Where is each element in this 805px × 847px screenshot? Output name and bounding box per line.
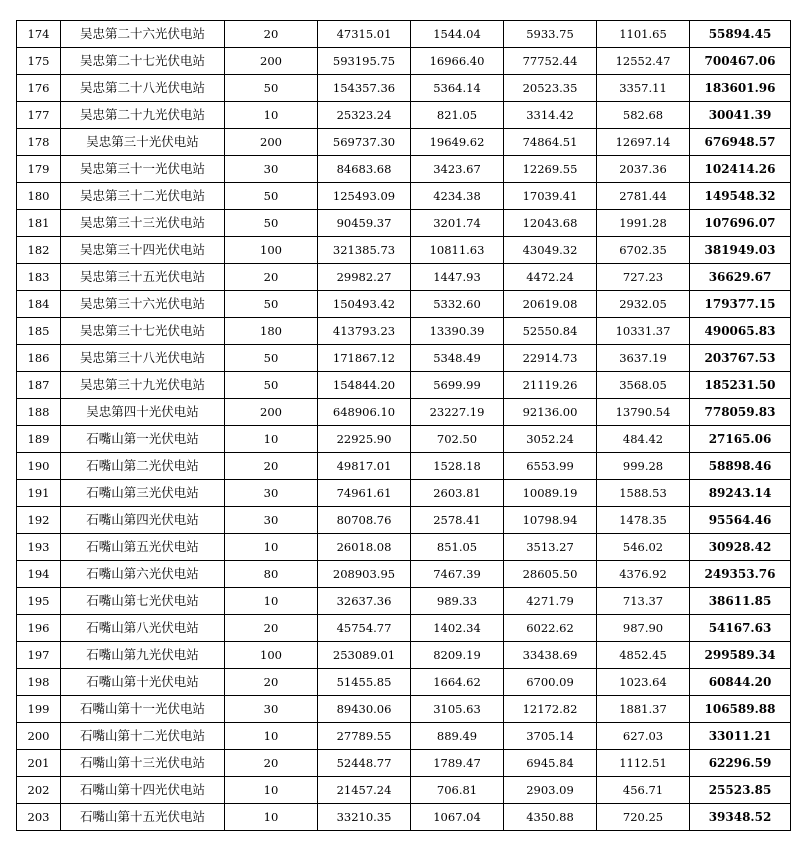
capacity-cell: 100: [225, 237, 318, 264]
station-name-cell: 吴忠第三十九光伏电站: [61, 372, 225, 399]
value-3-cell: 10798.94: [504, 507, 597, 534]
row-index-cell: 203: [17, 804, 61, 831]
value-1-cell: 84683.68: [318, 156, 411, 183]
table-body: [17, 21, 791, 831]
value-4-cell: 456.71: [597, 777, 690, 804]
value-1-cell: 125493.09: [318, 183, 411, 210]
value-1-cell: 208903.95: [318, 561, 411, 588]
table-row: [17, 345, 791, 372]
row-index-cell: 186: [17, 345, 61, 372]
capacity-cell: 50: [225, 183, 318, 210]
row-index-cell: 189: [17, 426, 61, 453]
value-3-cell: 22914.73: [504, 345, 597, 372]
row-index-cell: 184: [17, 291, 61, 318]
total-cell: 33011.21: [690, 723, 791, 750]
value-2-cell: 16966.40: [411, 48, 504, 75]
total-cell: 179377.15: [690, 291, 791, 318]
capacity-cell: 10: [225, 777, 318, 804]
value-4-cell: 4852.45: [597, 642, 690, 669]
table-row: [17, 453, 791, 480]
value-2-cell: 5348.49: [411, 345, 504, 372]
table-row: [17, 237, 791, 264]
value-4-cell: 484.42: [597, 426, 690, 453]
value-4-cell: 1991.28: [597, 210, 690, 237]
value-1-cell: 413793.23: [318, 318, 411, 345]
value-2-cell: 13390.39: [411, 318, 504, 345]
value-2-cell: 1528.18: [411, 453, 504, 480]
row-index-cell: 202: [17, 777, 61, 804]
value-4-cell: 3357.11: [597, 75, 690, 102]
table-row: [17, 696, 791, 723]
value-4-cell: 3637.19: [597, 345, 690, 372]
table-row: [17, 480, 791, 507]
total-cell: 700467.06: [690, 48, 791, 75]
value-4-cell: 999.28: [597, 453, 690, 480]
value-1-cell: 47315.01: [318, 21, 411, 48]
capacity-cell: 10: [225, 588, 318, 615]
capacity-cell: 30: [225, 507, 318, 534]
capacity-cell: 20: [225, 615, 318, 642]
row-index-cell: 175: [17, 48, 61, 75]
value-2-cell: 702.50: [411, 426, 504, 453]
total-cell: 30041.39: [690, 102, 791, 129]
value-2-cell: 1789.47: [411, 750, 504, 777]
value-4-cell: 2932.05: [597, 291, 690, 318]
row-index-cell: 174: [17, 21, 61, 48]
station-name-cell: 石嘴山第三光伏电站: [61, 480, 225, 507]
station-name-cell: 石嘴山第十二光伏电站: [61, 723, 225, 750]
total-cell: 36629.67: [690, 264, 791, 291]
total-cell: 62296.59: [690, 750, 791, 777]
value-1-cell: 154844.20: [318, 372, 411, 399]
value-4-cell: 1101.65: [597, 21, 690, 48]
data-table: [16, 20, 791, 831]
value-3-cell: 20619.08: [504, 291, 597, 318]
total-cell: 55894.45: [690, 21, 791, 48]
table-row: [17, 210, 791, 237]
station-name-cell: 石嘴山第五光伏电站: [61, 534, 225, 561]
value-4-cell: 727.23: [597, 264, 690, 291]
value-4-cell: 987.90: [597, 615, 690, 642]
station-name-cell: 吴忠第三十三光伏电站: [61, 210, 225, 237]
capacity-cell: 10: [225, 723, 318, 750]
station-name-cell: 石嘴山第十一光伏电站: [61, 696, 225, 723]
value-3-cell: 3314.42: [504, 102, 597, 129]
value-3-cell: 4271.79: [504, 588, 597, 615]
table-row: [17, 534, 791, 561]
value-2-cell: 851.05: [411, 534, 504, 561]
total-cell: 30928.42: [690, 534, 791, 561]
value-2-cell: 1067.04: [411, 804, 504, 831]
value-3-cell: 52550.84: [504, 318, 597, 345]
value-3-cell: 33438.69: [504, 642, 597, 669]
table-row: [17, 129, 791, 156]
row-index-cell: 188: [17, 399, 61, 426]
value-2-cell: 1544.04: [411, 21, 504, 48]
station-name-cell: 吴忠第三十一光伏电站: [61, 156, 225, 183]
value-1-cell: 569737.30: [318, 129, 411, 156]
value-4-cell: 1881.37: [597, 696, 690, 723]
row-index-cell: 180: [17, 183, 61, 210]
total-cell: 149548.32: [690, 183, 791, 210]
value-1-cell: 89430.06: [318, 696, 411, 723]
total-cell: 38611.85: [690, 588, 791, 615]
capacity-cell: 10: [225, 804, 318, 831]
row-index-cell: 176: [17, 75, 61, 102]
value-1-cell: 26018.08: [318, 534, 411, 561]
value-4-cell: 12697.14: [597, 129, 690, 156]
value-2-cell: 1664.62: [411, 669, 504, 696]
value-3-cell: 12269.55: [504, 156, 597, 183]
value-3-cell: 92136.00: [504, 399, 597, 426]
capacity-cell: 20: [225, 669, 318, 696]
value-3-cell: 21119.26: [504, 372, 597, 399]
value-4-cell: 10331.37: [597, 318, 690, 345]
total-cell: 25523.85: [690, 777, 791, 804]
table-row: [17, 750, 791, 777]
row-index-cell: 177: [17, 102, 61, 129]
value-2-cell: 706.81: [411, 777, 504, 804]
capacity-cell: 50: [225, 75, 318, 102]
station-name-cell: 石嘴山第十三光伏电站: [61, 750, 225, 777]
station-name-cell: 石嘴山第六光伏电站: [61, 561, 225, 588]
row-index-cell: 191: [17, 480, 61, 507]
station-name-cell: 吴忠第三十八光伏电站: [61, 345, 225, 372]
value-1-cell: 45754.77: [318, 615, 411, 642]
value-2-cell: 3201.74: [411, 210, 504, 237]
row-index-cell: 197: [17, 642, 61, 669]
value-1-cell: 21457.24: [318, 777, 411, 804]
value-2-cell: 7467.39: [411, 561, 504, 588]
row-index-cell: 198: [17, 669, 61, 696]
table-row: [17, 183, 791, 210]
value-2-cell: 4234.38: [411, 183, 504, 210]
value-2-cell: 3423.67: [411, 156, 504, 183]
capacity-cell: 10: [225, 534, 318, 561]
station-name-cell: 石嘴山第四光伏电站: [61, 507, 225, 534]
total-cell: 185231.50: [690, 372, 791, 399]
total-cell: 89243.14: [690, 480, 791, 507]
table-row: [17, 291, 791, 318]
station-name-cell: 吴忠第三十五光伏电站: [61, 264, 225, 291]
value-3-cell: 12172.82: [504, 696, 597, 723]
station-name-cell: 吴忠第三十六光伏电站: [61, 291, 225, 318]
capacity-cell: 20: [225, 264, 318, 291]
value-1-cell: 29982.27: [318, 264, 411, 291]
total-cell: 102414.26: [690, 156, 791, 183]
station-name-cell: 石嘴山第十光伏电站: [61, 669, 225, 696]
value-4-cell: 2037.36: [597, 156, 690, 183]
value-4-cell: 1112.51: [597, 750, 690, 777]
value-4-cell: 1023.64: [597, 669, 690, 696]
value-3-cell: 12043.68: [504, 210, 597, 237]
station-name-cell: 吴忠第二十八光伏电站: [61, 75, 225, 102]
value-1-cell: 32637.36: [318, 588, 411, 615]
value-3-cell: 5933.75: [504, 21, 597, 48]
value-2-cell: 10811.63: [411, 237, 504, 264]
value-2-cell: 23227.19: [411, 399, 504, 426]
value-1-cell: 154357.36: [318, 75, 411, 102]
value-1-cell: 321385.73: [318, 237, 411, 264]
station-name-cell: 吴忠第三十四光伏电站: [61, 237, 225, 264]
value-3-cell: 20523.35: [504, 75, 597, 102]
row-index-cell: 178: [17, 129, 61, 156]
capacity-cell: 50: [225, 372, 318, 399]
capacity-cell: 100: [225, 642, 318, 669]
capacity-cell: 10: [225, 426, 318, 453]
row-index-cell: 190: [17, 453, 61, 480]
value-3-cell: 6553.99: [504, 453, 597, 480]
value-4-cell: 4376.92: [597, 561, 690, 588]
table-row: [17, 318, 791, 345]
value-3-cell: 4350.88: [504, 804, 597, 831]
value-2-cell: 19649.62: [411, 129, 504, 156]
table-row: [17, 561, 791, 588]
table-row: [17, 21, 791, 48]
value-1-cell: 253089.01: [318, 642, 411, 669]
value-3-cell: 6700.09: [504, 669, 597, 696]
capacity-cell: 20: [225, 21, 318, 48]
total-cell: 106589.88: [690, 696, 791, 723]
station-name-cell: 石嘴山第八光伏电站: [61, 615, 225, 642]
row-index-cell: 195: [17, 588, 61, 615]
total-cell: 54167.63: [690, 615, 791, 642]
value-1-cell: 49817.01: [318, 453, 411, 480]
table-row: [17, 399, 791, 426]
row-index-cell: 181: [17, 210, 61, 237]
value-4-cell: 720.25: [597, 804, 690, 831]
station-name-cell: 吴忠第三十光伏电站: [61, 129, 225, 156]
capacity-cell: 200: [225, 48, 318, 75]
value-3-cell: 77752.44: [504, 48, 597, 75]
value-2-cell: 2603.81: [411, 480, 504, 507]
table-row: [17, 372, 791, 399]
value-1-cell: 74961.61: [318, 480, 411, 507]
capacity-cell: 200: [225, 399, 318, 426]
total-cell: 58898.46: [690, 453, 791, 480]
station-name-cell: 石嘴山第十五光伏电站: [61, 804, 225, 831]
row-index-cell: 193: [17, 534, 61, 561]
row-index-cell: 192: [17, 507, 61, 534]
total-cell: 39348.52: [690, 804, 791, 831]
table-row: [17, 75, 791, 102]
station-name-cell: 吴忠第三十二光伏电站: [61, 183, 225, 210]
table-row: [17, 426, 791, 453]
value-2-cell: 1402.34: [411, 615, 504, 642]
value-4-cell: 1478.35: [597, 507, 690, 534]
value-4-cell: 546.02: [597, 534, 690, 561]
value-3-cell: 2903.09: [504, 777, 597, 804]
capacity-cell: 20: [225, 453, 318, 480]
station-name-cell: 吴忠第二十七光伏电站: [61, 48, 225, 75]
value-3-cell: 17039.41: [504, 183, 597, 210]
value-1-cell: 27789.55: [318, 723, 411, 750]
capacity-cell: 30: [225, 480, 318, 507]
station-name-cell: 石嘴山第十四光伏电站: [61, 777, 225, 804]
value-1-cell: 648906.10: [318, 399, 411, 426]
value-4-cell: 3568.05: [597, 372, 690, 399]
total-cell: 299589.34: [690, 642, 791, 669]
value-1-cell: 22925.90: [318, 426, 411, 453]
table-row: [17, 48, 791, 75]
value-2-cell: 5699.99: [411, 372, 504, 399]
capacity-cell: 180: [225, 318, 318, 345]
value-3-cell: 6022.62: [504, 615, 597, 642]
capacity-cell: 10: [225, 102, 318, 129]
value-4-cell: 1588.53: [597, 480, 690, 507]
total-cell: 27165.06: [690, 426, 791, 453]
table-row: [17, 615, 791, 642]
table-row: [17, 507, 791, 534]
station-name-cell: 吴忠第四十光伏电站: [61, 399, 225, 426]
capacity-cell: 200: [225, 129, 318, 156]
station-name-cell: 石嘴山第二光伏电站: [61, 453, 225, 480]
row-index-cell: 187: [17, 372, 61, 399]
value-4-cell: 627.03: [597, 723, 690, 750]
value-1-cell: 80708.76: [318, 507, 411, 534]
total-cell: 203767.53: [690, 345, 791, 372]
table-row: [17, 156, 791, 183]
capacity-cell: 30: [225, 696, 318, 723]
table-row: [17, 264, 791, 291]
value-1-cell: 593195.75: [318, 48, 411, 75]
table-row: [17, 723, 791, 750]
station-name-cell: 吴忠第三十七光伏电站: [61, 318, 225, 345]
table-row: [17, 588, 791, 615]
row-index-cell: 194: [17, 561, 61, 588]
total-cell: 60844.20: [690, 669, 791, 696]
capacity-cell: 20: [225, 750, 318, 777]
value-2-cell: 989.33: [411, 588, 504, 615]
capacity-cell: 50: [225, 210, 318, 237]
capacity-cell: 50: [225, 291, 318, 318]
row-index-cell: 201: [17, 750, 61, 777]
total-cell: 95564.46: [690, 507, 791, 534]
value-2-cell: 889.49: [411, 723, 504, 750]
row-index-cell: 200: [17, 723, 61, 750]
value-3-cell: 6945.84: [504, 750, 597, 777]
table-row: [17, 102, 791, 129]
value-1-cell: 150493.42: [318, 291, 411, 318]
station-name-cell: 吴忠第二十九光伏电站: [61, 102, 225, 129]
capacity-cell: 80: [225, 561, 318, 588]
capacity-cell: 50: [225, 345, 318, 372]
table-row: [17, 669, 791, 696]
value-1-cell: 90459.37: [318, 210, 411, 237]
total-cell: 107696.07: [690, 210, 791, 237]
value-1-cell: 51455.85: [318, 669, 411, 696]
value-2-cell: 8209.19: [411, 642, 504, 669]
table-row: [17, 642, 791, 669]
value-3-cell: 10089.19: [504, 480, 597, 507]
row-index-cell: 179: [17, 156, 61, 183]
value-3-cell: 28605.50: [504, 561, 597, 588]
value-2-cell: 1447.93: [411, 264, 504, 291]
value-4-cell: 12552.47: [597, 48, 690, 75]
total-cell: 490065.83: [690, 318, 791, 345]
station-name-cell: 石嘴山第一光伏电站: [61, 426, 225, 453]
value-2-cell: 2578.41: [411, 507, 504, 534]
value-1-cell: 171867.12: [318, 345, 411, 372]
row-index-cell: 183: [17, 264, 61, 291]
value-4-cell: 6702.35: [597, 237, 690, 264]
total-cell: 183601.96: [690, 75, 791, 102]
capacity-cell: 30: [225, 156, 318, 183]
row-index-cell: 182: [17, 237, 61, 264]
value-3-cell: 43049.32: [504, 237, 597, 264]
station-name-cell: 石嘴山第七光伏电站: [61, 588, 225, 615]
total-cell: 778059.83: [690, 399, 791, 426]
value-4-cell: 2781.44: [597, 183, 690, 210]
value-2-cell: 821.05: [411, 102, 504, 129]
value-2-cell: 3105.63: [411, 696, 504, 723]
value-4-cell: 13790.54: [597, 399, 690, 426]
value-1-cell: 25323.24: [318, 102, 411, 129]
value-1-cell: 52448.77: [318, 750, 411, 777]
value-3-cell: 4472.24: [504, 264, 597, 291]
row-index-cell: 199: [17, 696, 61, 723]
value-3-cell: 74864.51: [504, 129, 597, 156]
table-row: [17, 777, 791, 804]
total-cell: 249353.76: [690, 561, 791, 588]
row-index-cell: 185: [17, 318, 61, 345]
station-name-cell: 石嘴山第九光伏电站: [61, 642, 225, 669]
row-index-cell: 196: [17, 615, 61, 642]
table-row: [17, 804, 791, 831]
value-2-cell: 5332.60: [411, 291, 504, 318]
value-4-cell: 582.68: [597, 102, 690, 129]
station-name-cell: 吴忠第二十六光伏电站: [61, 21, 225, 48]
value-3-cell: 3513.27: [504, 534, 597, 561]
value-3-cell: 3705.14: [504, 723, 597, 750]
value-1-cell: 33210.35: [318, 804, 411, 831]
value-3-cell: 3052.24: [504, 426, 597, 453]
total-cell: 676948.57: [690, 129, 791, 156]
value-2-cell: 5364.14: [411, 75, 504, 102]
total-cell: 381949.03: [690, 237, 791, 264]
value-4-cell: 713.37: [597, 588, 690, 615]
